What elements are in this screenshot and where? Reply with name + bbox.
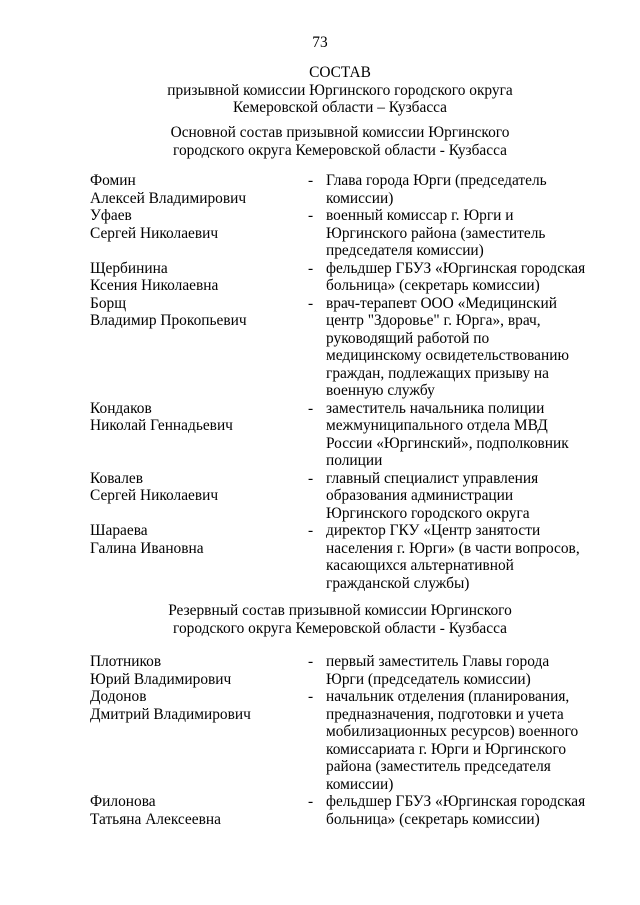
member-role-line: населения г. Юрги» (в части вопросов, [326, 539, 580, 557]
member-dash: - [308, 399, 314, 417]
member-given-names: Николай Геннадьевич [90, 417, 233, 434]
member-dash: - [308, 469, 314, 487]
member-role [326, 260, 596, 295]
reserve-heading-line-2: городского округа Кемеровской области - Кузбасса [173, 619, 507, 637]
member-surname: Ковалев [90, 469, 144, 487]
member-row [90, 522, 610, 592]
member-dash: - [308, 294, 314, 312]
member-dash: - [308, 653, 314, 670]
title-line-1: СОСТАВ [309, 64, 371, 81]
member-dash: - [308, 207, 314, 224]
member-dash: - [308, 259, 314, 277]
member-role-line: медицинскому освидетельствованию [326, 347, 569, 364]
member-role-line: Юргинского городского округа [326, 504, 530, 522]
member-role-line: военную службу [326, 382, 435, 399]
member-role-line: директор ГКУ «Центр занятости [326, 522, 541, 539]
member-given-names: Владимир Прокопьевич [90, 312, 247, 329]
member-name [90, 207, 305, 242]
member-dash: - [308, 793, 314, 810]
member-surname: Уфаев [90, 207, 132, 224]
member-role-line: больница» (секретарь комиссии) [326, 810, 540, 828]
member-role-line: комиссии) [326, 775, 394, 793]
member-role-line: образования администрации [326, 487, 514, 504]
member-role-line: главный специалист управления [326, 469, 539, 487]
member-surname: Щербинина [90, 259, 168, 277]
member-surname: Плотников [90, 653, 162, 670]
reserve-section-heading [40, 602, 640, 637]
member-given-names: Ксения Николаевна [90, 277, 219, 294]
member-given-names: Татьяна Алексеевна [90, 810, 221, 828]
member-role-line: мобилизационных ресурсов) военного [326, 723, 579, 740]
member-role [326, 653, 596, 688]
member-dash: - [308, 172, 314, 189]
member-role-line: руководящий работой по [326, 329, 490, 347]
member-dash: - [308, 522, 314, 539]
title-line-3: Кемеровской области – Кузбасса [232, 99, 448, 116]
member-role-line: Глава города Юрги (председатель [326, 172, 547, 189]
member-name [90, 470, 305, 505]
member-row [90, 653, 610, 688]
member-given-names: Дмитрий Владимирович [90, 705, 251, 723]
member-name [90, 260, 305, 295]
member-row [90, 260, 610, 295]
member-surname: Борщ [90, 294, 127, 312]
member-surname: Додонов [90, 688, 147, 705]
member-role-line: комиссии) [326, 189, 394, 207]
member-surname: Филонова [90, 793, 156, 810]
member-given-names: Сергей Николаевич [90, 487, 219, 504]
member-role [326, 207, 596, 260]
member-role-line: района (заместитель председателя [326, 758, 551, 775]
member-row [90, 470, 610, 523]
main-members-list [90, 172, 610, 592]
member-row [90, 295, 610, 400]
member-role-line: граждан, подлежащих призыву на [326, 364, 549, 382]
member-given-names: Алексей Владимирович [90, 189, 247, 207]
member-row [90, 793, 610, 828]
main-heading-line-2: городского округа Кемеровской области - Кузбасса [173, 141, 507, 159]
title-line-2: призывной комиссии Юргинского городского округа [167, 81, 513, 99]
member-role-line: Юрги (председатель комиссии) [326, 670, 531, 688]
member-dash: - [308, 688, 314, 705]
member-role-line: председателя комиссии) [326, 242, 484, 259]
member-role-line: межмуниципального отдела МВД [326, 417, 548, 434]
member-name [90, 793, 305, 828]
member-name [90, 172, 305, 207]
member-role-line: гражданской службы) [326, 574, 470, 592]
member-role-line: фельдшер ГБУЗ «Юргинская городская [326, 259, 586, 277]
member-role-line: начальник отделения (планирования, [326, 688, 570, 705]
member-role [326, 470, 596, 523]
member-role-line: предназначения, подготовки и учета [326, 705, 564, 723]
member-role [326, 400, 596, 470]
member-role-line: касающихся альтернативной [326, 557, 514, 574]
member-role [326, 172, 596, 207]
member-role-line: больница» (секретарь комиссии) [326, 277, 540, 294]
member-row [90, 172, 610, 207]
member-role [326, 688, 596, 793]
member-role-line: центр "Здоровье" г. Юрга», врач, [326, 312, 541, 329]
reserve-heading-line-1: Резервный состав призывной комиссии Юргинского [168, 602, 512, 619]
member-row [90, 207, 610, 260]
member-given-names: Сергей Николаевич [90, 224, 219, 242]
member-surname: Шараева [90, 522, 148, 539]
page-number: 73 [312, 34, 328, 51]
member-surname: Фомин [90, 172, 136, 189]
member-role-line: фельдшер ГБУЗ «Юргинская городская [326, 793, 586, 810]
member-name [90, 295, 305, 330]
reserve-members-list [90, 653, 610, 828]
member-given-names: Галина Ивановна [90, 539, 204, 557]
member-surname: Кондаков [90, 399, 152, 417]
member-row [90, 400, 610, 470]
member-role [326, 522, 596, 592]
member-role [326, 793, 596, 828]
main-section-heading [40, 124, 640, 159]
member-role-line: Юргинского района (заместитель [326, 224, 546, 242]
member-role-line: заместитель начальника полиции [326, 399, 545, 417]
member-role [326, 295, 596, 400]
document-title [40, 64, 640, 117]
member-name [90, 688, 305, 723]
member-given-names: Юрий Владимирович [90, 670, 232, 688]
member-role-line: России «Юргинский», подполковник [326, 434, 569, 452]
member-row [90, 688, 610, 793]
member-name [90, 400, 305, 435]
member-role-line: первый заместитель Главы города [326, 653, 550, 670]
member-role-line: комиссариата г. Юрги и Юргинского [326, 740, 567, 758]
member-name [90, 522, 305, 557]
member-role-line: военный комиссар г. Юрги и [326, 207, 514, 224]
member-role-line: полиции [326, 452, 383, 469]
main-heading-line-1: Основной состав призывной комиссии Юргинского [170, 124, 510, 141]
member-name [90, 653, 305, 688]
member-role-line: врач-терапевт ООО «Медицинский [326, 294, 558, 312]
